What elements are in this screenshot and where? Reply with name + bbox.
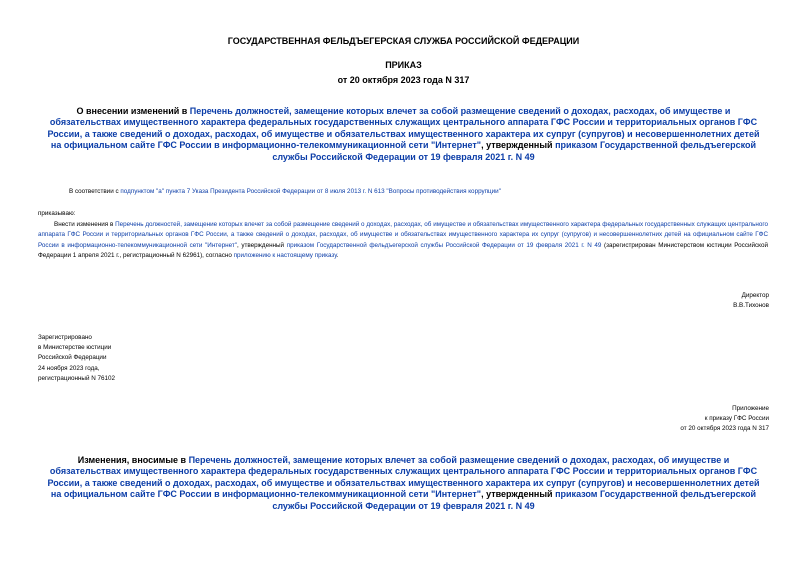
appendix-line: к приказу ГФС России [704,415,769,423]
body-mid: , утвержденный [237,241,287,249]
heading2-prefix: Изменения, вносимые в [77,455,189,465]
organization-title: ГОСУДАРСТВЕННАЯ ФЕЛЬДЪЕГЕРСКАЯ СЛУЖБА РОССИЙСКОЙ ФЕДЕРАЦИИ [227,36,580,46]
registration-line: 24 ноября 2023 года, [38,364,100,372]
body-prefix: Внести изменения в [54,221,116,228]
order-49-link[interactable]: приказом Государственной фельдъегерской службы Российской Федерации от 19 февраля 2021 г. N 49 [272,140,757,162]
heading-mid: , утвержденный [481,140,556,151]
appendix-link[interactable]: приложению к настоящему приказу [233,251,337,259]
appendix-heading [44,455,763,512]
body-suffix: . [336,251,339,259]
decree-link[interactable]: подпунктом "а" пункта 7 Указа Президента Российской Федерации от 8 июля 2013 г. N 613 "Вопросы противодействия коррупции" [120,188,501,195]
list-link[interactable]: Перечень должностей, замещение которых влечет за собой размещение сведений о доходах, расходах, об имуществе и обязательствах имущественного характера федеральных государственных служащих центрального аппарата ГФС России и территориальных органов ГФС России, а также сведений о доходах, расходах, об имуществе и обязательствах имущественного характера их супруг (супругов) и несовершеннолетних детей на официальном сайте ГФС России в информационно-телекоммуникационной сети "Интернет" [47,106,760,151]
registration-line: в Министерстве юстиции [38,344,112,352]
body-order-49-link[interactable]: приказом Государственной фельдъегерской службы Российской Федерации от 19 февраля 2021 г. N 49 [286,241,602,249]
signer-position: Директор [741,292,769,299]
body-paragraph [38,220,768,261]
signer-name: В.В.Тихонов [733,302,769,309]
basis-prefix: В соответствии с [69,188,121,195]
body-list-link[interactable]: Перечень должностей, замещение которых влечет за собой размещение сведений о доходах, расходах, об имуществе и обязательствах имущественного характера федеральных государственных служащих центрального аппарата ГФС России и территориальных органов ГФС России, а также сведений о доходах, расходах, об имуществе и обязательствах имущественного характера их супруг (супругов) и несовершеннолетних детей на официальном сайте ГФС России в информационно-телекоммуникационной сети "Интернет" [38,221,768,249]
document-type: ПРИКАЗ [385,60,422,70]
body-mid2: (зарегистрирован Министерством юстиции Российской Федерации 1 апреля 2021 г., регистрационный N 62961), согласно [38,241,768,259]
appendix-line: Приложение [732,405,769,412]
heading-prefix: О внесении изменений в [76,106,190,116]
heading2-list-link[interactable]: Перечень должностей, замещение которых влечет за собой размещение сведений о доходах, расходах, об имуществе и обязательствах имущественного характера федеральных государственных служащих центрального аппарата ГФС России и территориальных органов ГФС России, а также сведений о доходах, расходах, об имуществе и обязательствах имущественного характера их супруг (супругов) и несовершеннолетних детей на официальном сайте ГФС России в информационно-телекоммуникационной сети "Интернет" [47,455,760,500]
registration-block [38,333,115,384]
orders-word: приказываю: [38,210,76,217]
registration-line: регистрационный N 76102 [38,374,116,382]
appendix-block [680,404,769,435]
signature-block [733,291,769,311]
appendix-line: от 20 октября 2023 года N 317 [680,425,769,433]
heading2-mid: , утвержденный [481,489,556,500]
document-date: от 20 октября 2023 года N 317 [337,75,470,85]
registration-line: Российской Федерации [38,354,107,362]
registration-line: Зарегистрировано [38,334,92,341]
heading2-order-49-link[interactable]: приказом Государственной фельдъегерской службы Российской Федерации от 19 февраля 2021 г. N 49 [272,489,757,511]
order-heading [44,106,763,163]
basis-paragraph [69,188,769,195]
